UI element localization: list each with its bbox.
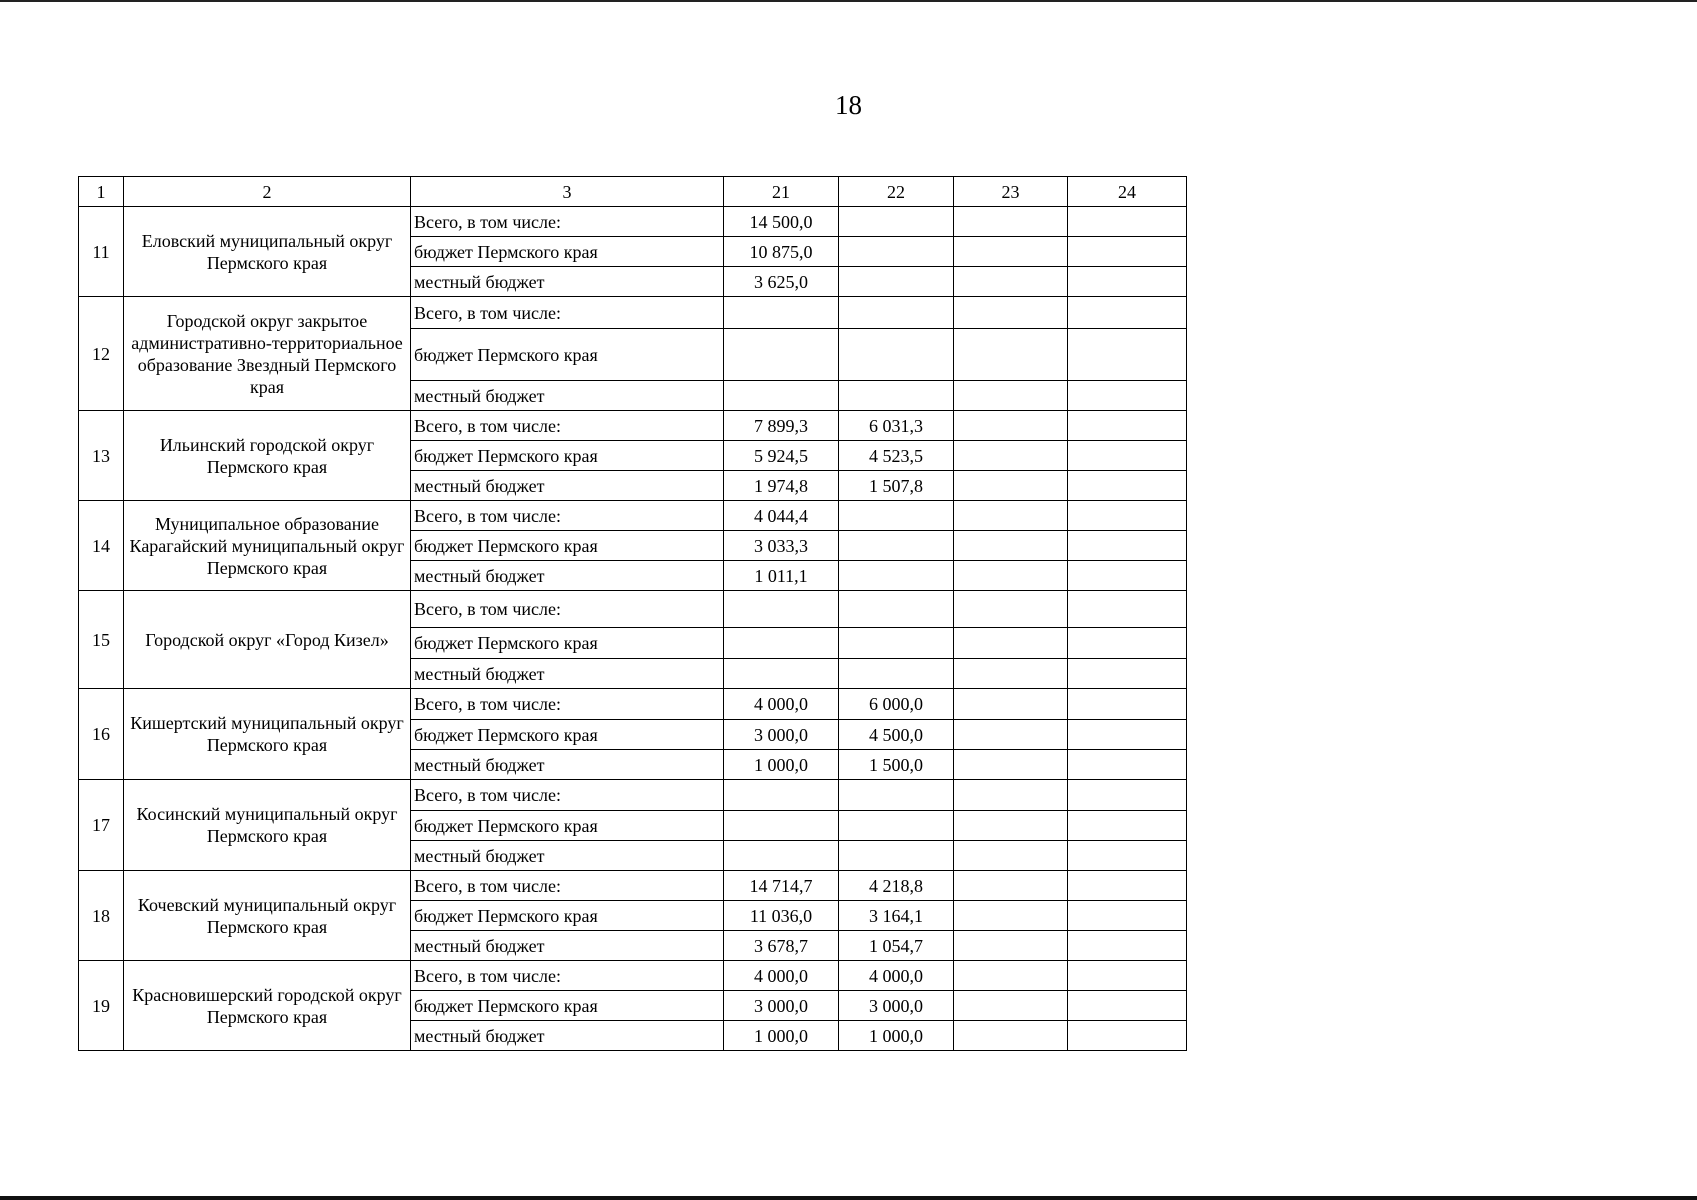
value-cell-21: 4 000,0 [724,689,839,720]
budget-type-cell: Всего, в том числе: [411,297,724,329]
value-cell-24 [1068,991,1187,1021]
table-row [79,871,1187,901]
value-cell-22 [839,628,954,659]
value-cell-23 [954,961,1068,991]
municipality-name-cell: Косинский муниципальный округ Пермского края [124,780,411,871]
value-cell-23 [954,207,1068,237]
value-cell-23 [954,441,1068,471]
budget-type-cell: бюджет Пермского края [411,720,724,750]
budget-type-cell: местный бюджет [411,381,724,411]
budget-type-cell: бюджет Пермского края [411,901,724,931]
value-cell-24 [1068,659,1187,689]
value-cell-21 [724,329,839,381]
value-cell-24 [1068,841,1187,871]
value-cell-22: 3 164,1 [839,901,954,931]
value-cell-22 [839,237,954,267]
budget-type-cell: Всего, в том числе: [411,411,724,441]
value-cell-21 [724,811,839,841]
budget-type-cell: бюджет Пермского края [411,441,724,471]
budget-type-cell: бюджет Пермского края [411,991,724,1021]
value-cell-23 [954,991,1068,1021]
value-cell-21: 4 000,0 [724,961,839,991]
value-cell-22: 6 000,0 [839,689,954,720]
value-cell-22: 3 000,0 [839,991,954,1021]
table-row [79,591,1187,628]
value-cell-24 [1068,720,1187,750]
header-cell: 23 [954,177,1068,207]
header-row [79,177,1187,207]
value-cell-22: 1 000,0 [839,1021,954,1051]
value-cell-23 [954,501,1068,531]
municipality-name-cell: Красновишерский городской округ Пермского края [124,961,411,1051]
value-cell-22: 1 507,8 [839,471,954,501]
value-cell-23 [954,931,1068,961]
header-cell: 2 [124,177,411,207]
value-cell-22: 6 031,3 [839,411,954,441]
budget-type-cell: местный бюджет [411,561,724,591]
value-cell-21: 14 714,7 [724,871,839,901]
value-cell-22: 1 054,7 [839,931,954,961]
value-cell-24 [1068,297,1187,329]
value-cell-24 [1068,1021,1187,1051]
value-cell-21 [724,659,839,689]
value-cell-21: 11 036,0 [724,901,839,931]
value-cell-21: 5 924,5 [724,441,839,471]
value-cell-23 [954,329,1068,381]
value-cell-24 [1068,561,1187,591]
header-cell: 1 [79,177,124,207]
value-cell-24 [1068,961,1187,991]
value-cell-24 [1068,689,1187,720]
table-row [79,411,1187,441]
scan-top-edge [0,0,1697,2]
value-cell-21: 4 044,4 [724,501,839,531]
header-cell: 22 [839,177,954,207]
table-row [79,501,1187,531]
header-cell: 24 [1068,177,1187,207]
page-number: 18 [835,90,862,120]
value-cell-21: 1 000,0 [724,750,839,780]
value-cell-22: 4 218,8 [839,871,954,901]
header-cell: 21 [724,177,839,207]
value-cell-22: 1 500,0 [839,750,954,780]
table-row [79,780,1187,811]
budget-type-cell: бюджет Пермского края [411,811,724,841]
value-cell-21: 3 000,0 [724,720,839,750]
value-cell-23 [954,237,1068,267]
municipality-name-cell: Еловский муниципальный округ Пермского края [124,207,411,297]
budget-type-cell: Всего, в том числе: [411,501,724,531]
table-body [79,177,1187,1051]
value-cell-22 [839,501,954,531]
municipality-name-cell: Городской округ закрытое административно-территориальное образование Звездный Пермского края [124,297,411,411]
row-number-cell: 14 [79,501,124,591]
value-cell-23 [954,411,1068,441]
budget-type-cell: местный бюджет [411,841,724,871]
municipality-name-cell: Муниципальное образование Карагайский муниципальный округ Пермского края [124,501,411,591]
budget-type-cell: бюджет Пермского края [411,329,724,381]
value-cell-24 [1068,471,1187,501]
value-cell-21 [724,381,839,411]
header-cell: 3 [411,177,724,207]
value-cell-24 [1068,381,1187,411]
row-number-cell: 11 [79,207,124,297]
value-cell-22 [839,381,954,411]
value-cell-21: 3 033,3 [724,531,839,561]
budget-type-cell: местный бюджет [411,1021,724,1051]
value-cell-24 [1068,811,1187,841]
budget-type-cell: местный бюджет [411,750,724,780]
value-cell-23 [954,267,1068,297]
value-cell-22 [839,591,954,628]
value-cell-24 [1068,871,1187,901]
value-cell-21: 1 000,0 [724,1021,839,1051]
value-cell-22 [839,659,954,689]
value-cell-24 [1068,441,1187,471]
budget-type-cell: Всего, в том числе: [411,591,724,628]
value-cell-23 [954,780,1068,811]
value-cell-22 [839,329,954,381]
budget-type-cell: бюджет Пермского края [411,237,724,267]
value-cell-21: 14 500,0 [724,207,839,237]
budget-type-cell: бюджет Пермского края [411,628,724,659]
value-cell-22: 4 500,0 [839,720,954,750]
value-cell-22 [839,841,954,871]
value-cell-24 [1068,901,1187,931]
value-cell-24 [1068,531,1187,561]
value-cell-22: 4 523,5 [839,441,954,471]
value-cell-23 [954,901,1068,931]
budget-type-cell: Всего, в том числе: [411,961,724,991]
value-cell-24 [1068,750,1187,780]
row-number-cell: 18 [79,871,124,961]
scan-bottom-edge [0,1196,1697,1200]
municipality-name-cell: Кочевский муниципальный округ Пермского края [124,871,411,961]
value-cell-23 [954,811,1068,841]
value-cell-23 [954,471,1068,501]
value-cell-22 [839,207,954,237]
row-number-cell: 16 [79,689,124,780]
value-cell-24 [1068,931,1187,961]
table-row [79,689,1187,720]
value-cell-21 [724,780,839,811]
value-cell-23 [954,297,1068,329]
value-cell-24 [1068,591,1187,628]
value-cell-22: 4 000,0 [839,961,954,991]
value-cell-24 [1068,207,1187,237]
value-cell-21: 3 678,7 [724,931,839,961]
municipality-name-cell: Ильинский городской округ Пермского края [124,411,411,501]
value-cell-21: 3 625,0 [724,267,839,297]
value-cell-23 [954,1021,1068,1051]
row-number-cell: 13 [79,411,124,501]
value-cell-21: 1 011,1 [724,561,839,591]
value-cell-21: 10 875,0 [724,237,839,267]
value-cell-22 [839,267,954,297]
value-cell-23 [954,750,1068,780]
value-cell-21 [724,591,839,628]
value-cell-23 [954,381,1068,411]
value-cell-23 [954,720,1068,750]
value-cell-23 [954,561,1068,591]
value-cell-21: 7 899,3 [724,411,839,441]
value-cell-23 [954,689,1068,720]
value-cell-22 [839,531,954,561]
value-cell-22 [839,297,954,329]
value-cell-24 [1068,329,1187,381]
value-cell-24 [1068,501,1187,531]
value-cell-22 [839,561,954,591]
row-number-cell: 15 [79,591,124,689]
budget-type-cell: местный бюджет [411,471,724,501]
value-cell-23 [954,628,1068,659]
value-cell-24 [1068,780,1187,811]
table-row [79,961,1187,991]
value-cell-21: 1 974,8 [724,471,839,501]
value-cell-21 [724,841,839,871]
row-number-cell: 19 [79,961,124,1051]
value-cell-23 [954,531,1068,561]
value-cell-23 [954,841,1068,871]
value-cell-23 [954,591,1068,628]
table-row [79,207,1187,237]
budget-type-cell: Всего, в том числе: [411,780,724,811]
row-number-cell: 17 [79,780,124,871]
budget-type-cell: Всего, в том числе: [411,207,724,237]
value-cell-24 [1068,267,1187,297]
value-cell-24 [1068,411,1187,441]
budget-type-cell: Всего, в том числе: [411,689,724,720]
municipality-name-cell: Городской округ «Город Кизел» [124,591,411,689]
budget-type-cell: местный бюджет [411,931,724,961]
budget-type-cell: местный бюджет [411,267,724,297]
value-cell-21: 3 000,0 [724,991,839,1021]
municipality-name-cell: Кишертский муниципальный округ Пермского края [124,689,411,780]
row-number-cell: 12 [79,297,124,411]
budget-type-cell: местный бюджет [411,659,724,689]
budget-type-cell: Всего, в том числе: [411,871,724,901]
value-cell-23 [954,659,1068,689]
value-cell-24 [1068,237,1187,267]
budget-table [78,176,1187,1051]
budget-type-cell: бюджет Пермского края [411,531,724,561]
value-cell-24 [1068,628,1187,659]
value-cell-22 [839,780,954,811]
value-cell-21 [724,628,839,659]
value-cell-22 [839,811,954,841]
table-row [79,297,1187,329]
value-cell-21 [724,297,839,329]
value-cell-23 [954,871,1068,901]
